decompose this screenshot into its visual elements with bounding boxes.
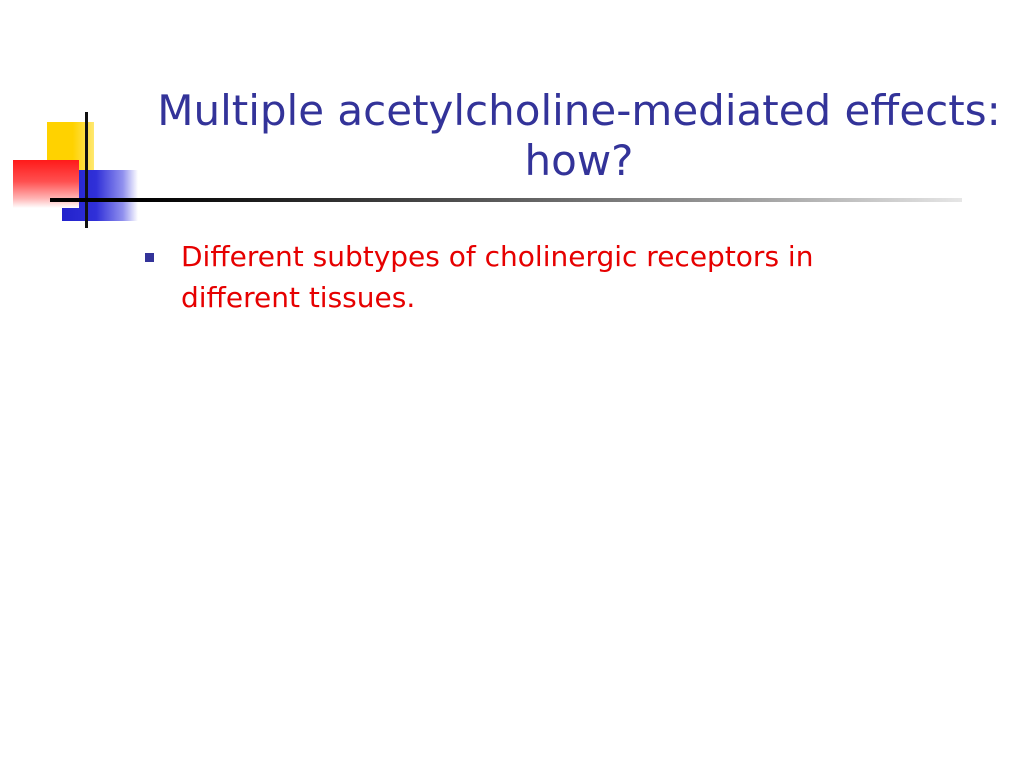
bullet-text: Different subtypes of cholinergic receptors in different tissues. bbox=[181, 240, 814, 314]
slide-title: Multiple acetylcholine-mediated effects: how? bbox=[157, 86, 1001, 185]
bullet-list bbox=[140, 236, 900, 318]
title-underline bbox=[50, 198, 962, 202]
decor-vertical-line bbox=[85, 112, 88, 228]
bullet-item bbox=[140, 236, 900, 318]
square-bullet-icon bbox=[145, 253, 154, 262]
